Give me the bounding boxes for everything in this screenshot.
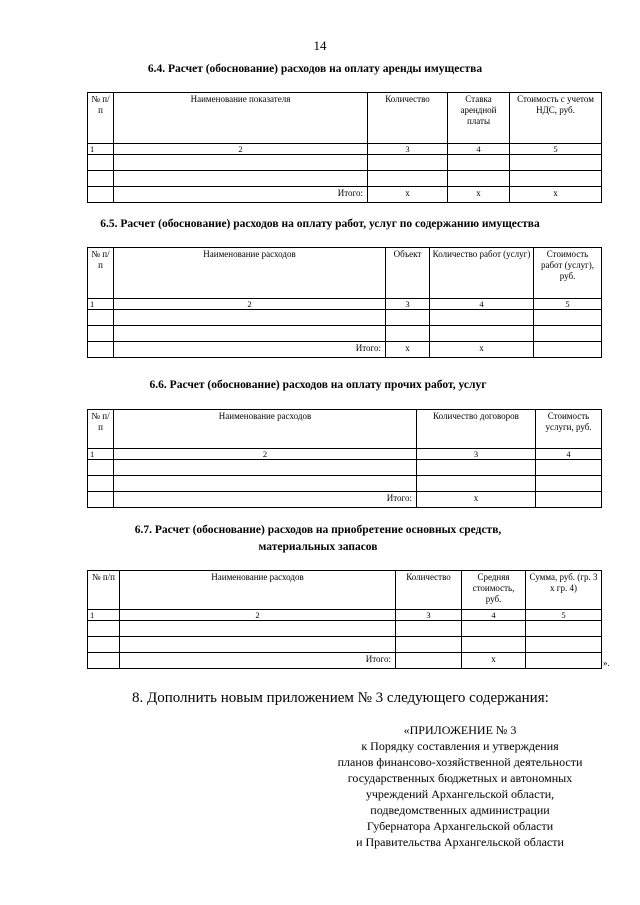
header-cell: № п/п bbox=[88, 93, 114, 144]
total-label: Итого: bbox=[114, 187, 368, 203]
header-cell: Количество работ (услуг) bbox=[430, 248, 534, 299]
header-cell: Наименование показателя bbox=[114, 93, 368, 144]
header-cell: Ставка арендной платы bbox=[448, 93, 510, 144]
header-cell: Объект bbox=[386, 248, 430, 299]
column-number: 2 bbox=[114, 144, 368, 155]
column-number: 5 bbox=[510, 144, 602, 155]
header-cell: Стоимость с учетом НДС, руб. bbox=[510, 93, 602, 144]
column-number: 4 bbox=[448, 144, 510, 155]
header-cell: № п/п bbox=[88, 248, 114, 299]
total-cell: х bbox=[430, 342, 534, 358]
total-row bbox=[88, 653, 602, 669]
table-6-4 bbox=[87, 92, 602, 203]
appendix-line-8: и Правительства Архангельской области bbox=[356, 835, 564, 849]
column-number: 2 bbox=[114, 449, 417, 460]
section-title-6-7-line2: материальных запасов bbox=[258, 541, 378, 553]
total-cell bbox=[526, 653, 602, 669]
column-number: 2 bbox=[120, 610, 396, 621]
header-cell: Количество bbox=[396, 571, 462, 610]
header-cell: Наименование расходов bbox=[114, 248, 386, 299]
column-number: 5 bbox=[526, 610, 602, 621]
column-number: 3 bbox=[386, 299, 430, 310]
column-number: 5 bbox=[534, 299, 602, 310]
header-cell: Наименование расходов bbox=[114, 410, 417, 449]
total-cell: х bbox=[462, 653, 526, 669]
total-row bbox=[88, 187, 602, 203]
column-number: 1 bbox=[88, 144, 114, 155]
column-number: 4 bbox=[430, 299, 534, 310]
total-label: Итого: bbox=[114, 492, 417, 508]
closing-quote-mark: ». bbox=[603, 658, 610, 668]
column-number: 4 bbox=[462, 610, 526, 621]
total-row bbox=[88, 492, 602, 508]
appendix-line-3: планов финансово-хозяйственной деятельности bbox=[337, 755, 583, 769]
column-number: 3 bbox=[417, 449, 536, 460]
item-8-text: 8. Дополнить новым приложением № 3 следующего содержания: bbox=[132, 690, 549, 706]
header-cell: Стоимость услуги, руб. bbox=[536, 410, 602, 449]
appendix-line-5: учреждений Архангельской области, bbox=[365, 787, 555, 801]
column-number: 1 bbox=[88, 449, 114, 460]
table-row bbox=[88, 476, 602, 492]
table-6-6 bbox=[87, 409, 602, 508]
column-number: 4 bbox=[536, 449, 602, 460]
total-cell bbox=[396, 653, 462, 669]
section-title-6-5: 6.5. Расчет (обоснование) расходов на оплату работ, услуг по содержанию имущества bbox=[100, 218, 540, 230]
total-cell: х bbox=[368, 187, 448, 203]
total-cell: х bbox=[448, 187, 510, 203]
header-cell: № п/п bbox=[88, 410, 114, 449]
table-row bbox=[88, 310, 602, 326]
column-number: 2 bbox=[114, 299, 386, 310]
header-cell: Количество bbox=[368, 93, 448, 144]
table-row bbox=[88, 155, 602, 171]
header-cell: Сумма, руб. (гр. 3 х гр. 4) bbox=[526, 571, 602, 610]
appendix-line-7: Губернатора Архангельской области bbox=[366, 819, 554, 833]
column-number: 1 bbox=[88, 299, 114, 310]
table-row bbox=[88, 171, 602, 187]
column-number: 1 bbox=[88, 610, 120, 621]
total-cell bbox=[536, 492, 602, 508]
section-title-6-6: 6.6. Расчет (обоснование) расходов на оплату прочих работ, услуг bbox=[149, 379, 487, 391]
section-title-6-7-line1: 6.7. Расчет (обоснование) расходов на приобретение основных средств, bbox=[134, 524, 502, 536]
table-6-5 bbox=[87, 247, 602, 358]
header-cell: Средняя стоимость, руб. bbox=[462, 571, 526, 610]
header-cell: Количество договоров bbox=[417, 410, 536, 449]
appendix-line-2: к Порядку составления и утверждения bbox=[361, 739, 559, 753]
total-cell bbox=[534, 342, 602, 358]
column-number: 3 bbox=[396, 610, 462, 621]
page-number: 14 bbox=[313, 38, 327, 53]
header-cell: Наименование расходов bbox=[120, 571, 396, 610]
table-row bbox=[88, 637, 602, 653]
total-cell: х bbox=[510, 187, 602, 203]
header-cell: Стоимость работ (услуг), руб. bbox=[534, 248, 602, 299]
total-row bbox=[88, 342, 602, 358]
total-label: Итого: bbox=[120, 653, 396, 669]
table-row bbox=[88, 460, 602, 476]
total-label: Итого: bbox=[114, 342, 386, 358]
table-6-7 bbox=[87, 570, 602, 669]
table-row bbox=[88, 621, 602, 637]
appendix-line-4: государственных бюджетных и автономных bbox=[347, 771, 573, 785]
section-title-6-4: 6.4. Расчет (обоснование) расходов на оплату аренды имущества bbox=[147, 63, 483, 75]
table-row bbox=[88, 326, 602, 342]
total-cell: х bbox=[386, 342, 430, 358]
appendix-line-1: «ПРИЛОЖЕНИЕ № 3 bbox=[403, 723, 517, 737]
header-cell: № п/п bbox=[88, 571, 120, 610]
appendix-line-6: подведомственных администрации bbox=[370, 803, 550, 817]
total-cell: х bbox=[417, 492, 536, 508]
column-number: 3 bbox=[368, 144, 448, 155]
